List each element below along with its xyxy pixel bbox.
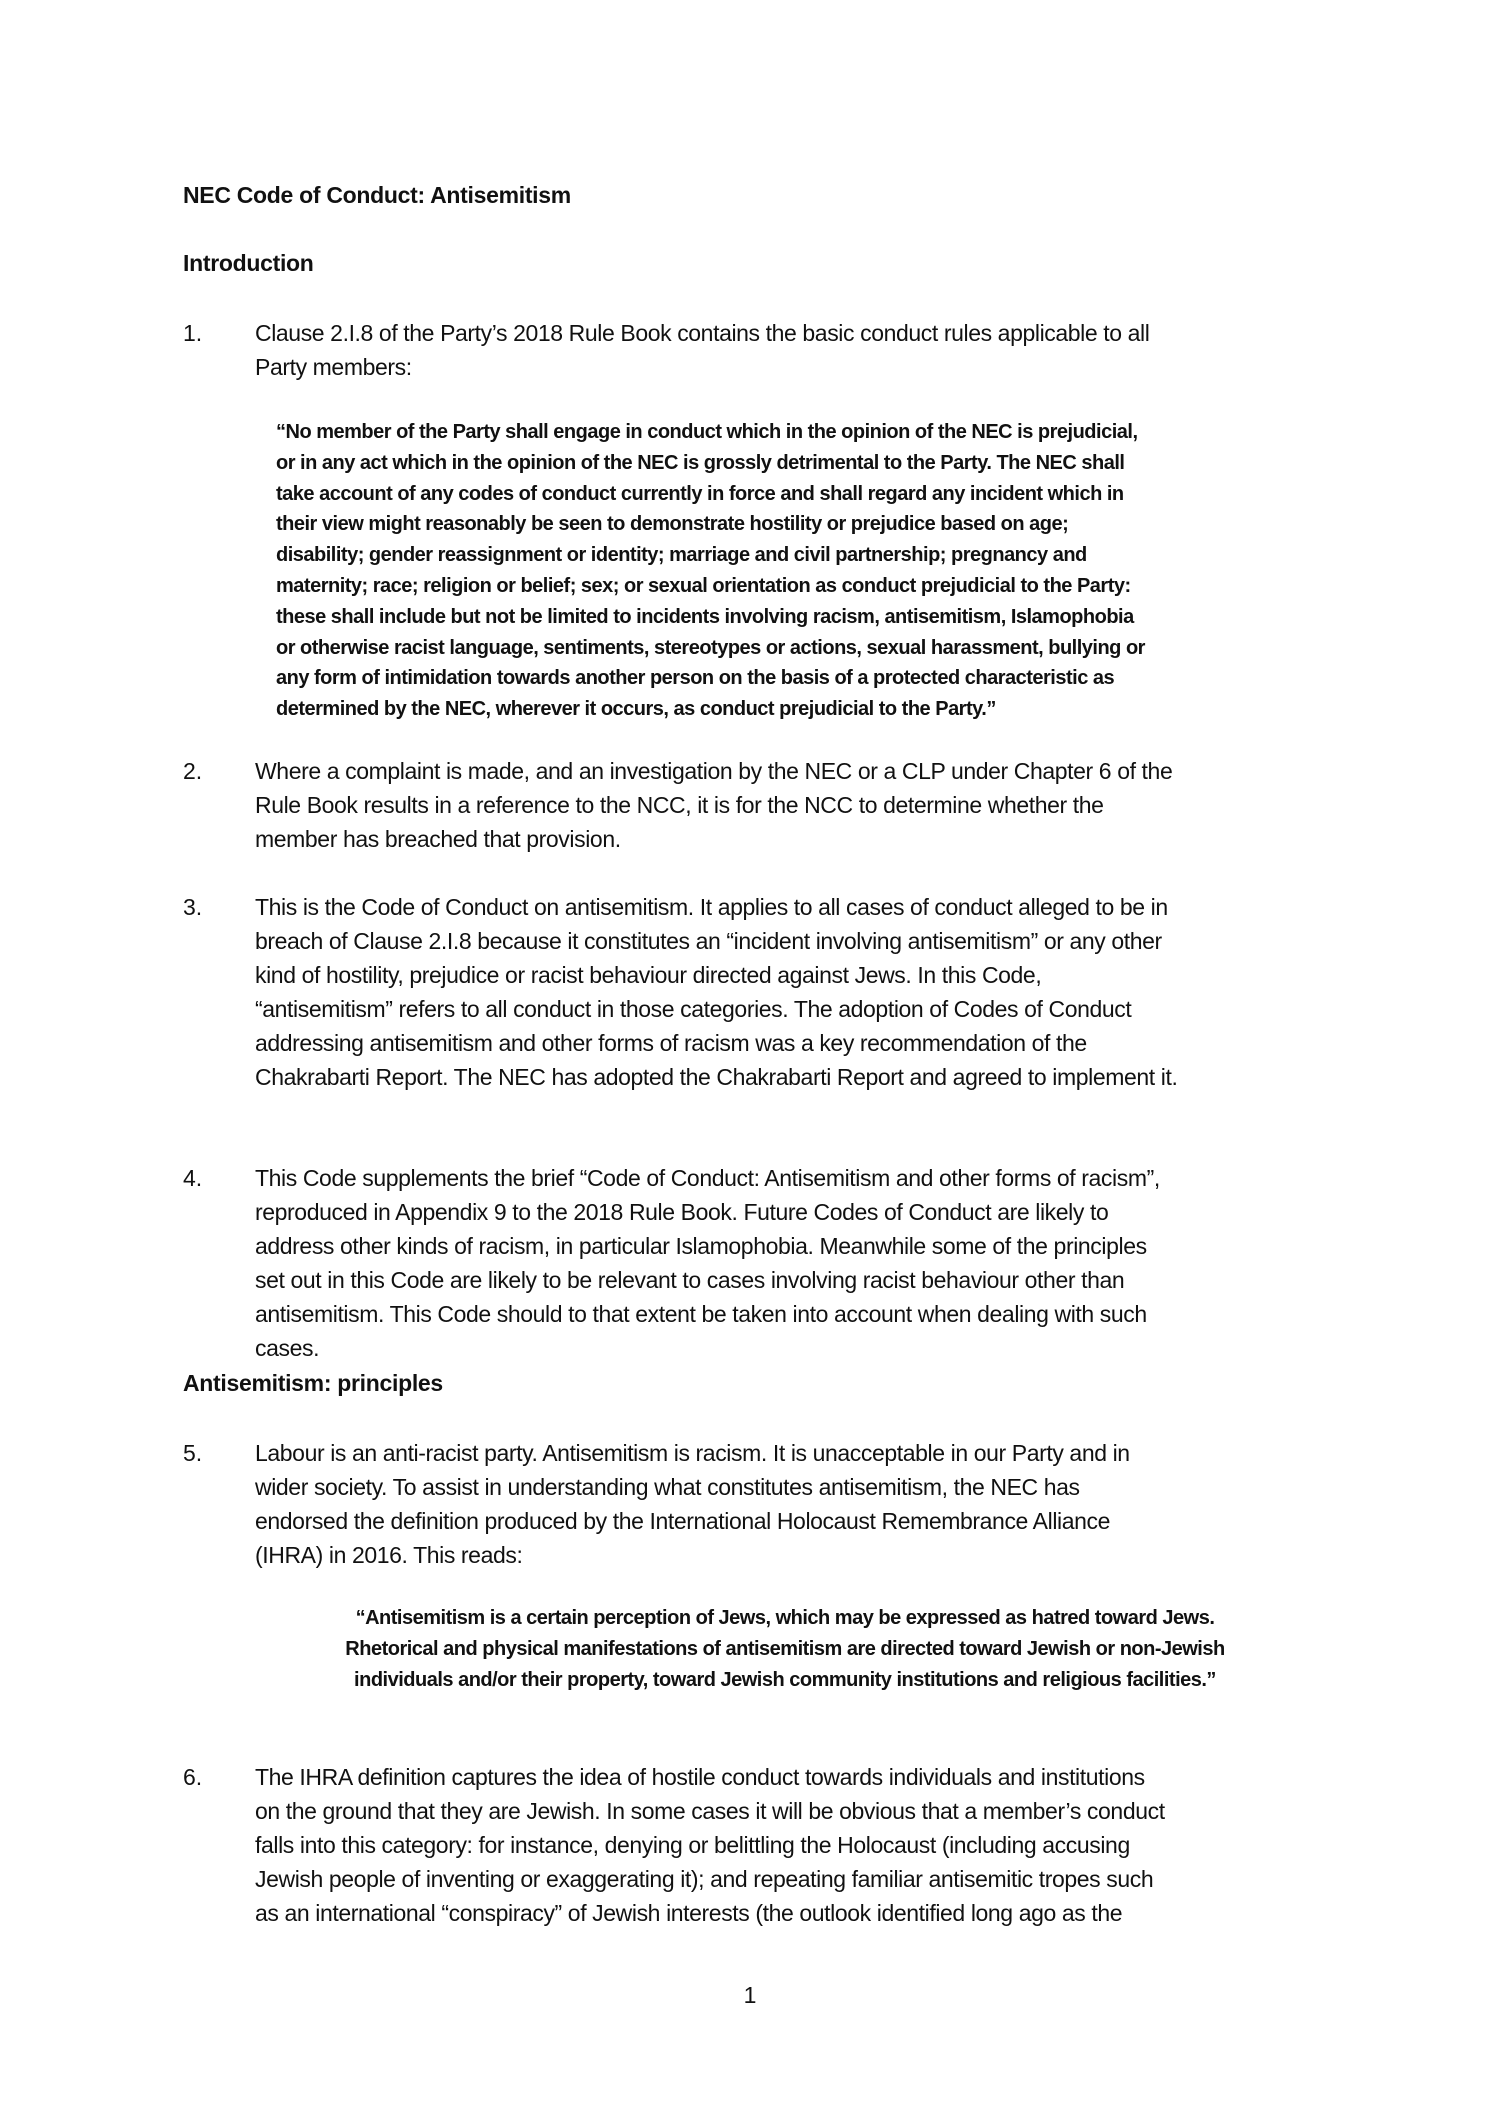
paragraph-line: set out in this Code are likely to be relevant to cases involving racist behaviour other than (255, 1267, 1125, 1293)
paragraph-line: reproduced in Appendix 9 to the 2018 Rule Book. Future Codes of Conduct are likely to (255, 1199, 1109, 1225)
paragraph-number: 4. (183, 1165, 203, 1191)
quote-line: “No member of the Party shall engage in conduct which in the opinion of the NEC is prejudicial, (276, 421, 1138, 443)
quote-line: Rhetorical and physical manifestations of antisemitism are directed toward Jewish or non-Jewish (345, 1637, 1225, 1660)
quote-line: any form of intimidation towards another person on the basis of a protected characteristic as (276, 667, 1115, 690)
quote-line: determined by the NEC, wherever it occurs, as conduct prejudicial to the Party.” (276, 698, 996, 721)
paragraph-1 (183, 316, 1333, 384)
paragraph-number: 2. (183, 758, 203, 784)
quote-line: disability; gender reassignment or identity; marriage and civil partnership; pregnancy and (276, 544, 1087, 567)
quote-line: “Antisemitism is a certain perception of Jews, which may be expressed as hatred toward Jews. (355, 1607, 1215, 1629)
quote-line: their view might reasonably be seen to demonstrate hostility or prejudice based on age; (276, 513, 1069, 536)
paragraph-line: as an international “conspiracy” of Jewish interests (the outlook identified long ago as the (255, 1900, 1123, 1926)
quote-line: these shall include but not be limited to incidents involving racism, antisemitism, Islamophobia (276, 605, 1134, 628)
paragraph-line: (IHRA) in 2016. This reads: (255, 1542, 523, 1568)
quote-line: or otherwise racist language, sentiments, stereotypes or actions, sexual harassment, bullying or (276, 636, 1145, 659)
paragraph-line: cases. (255, 1335, 320, 1361)
paragraph-4 (183, 1161, 1333, 1365)
paragraph-number: 6. (183, 1764, 203, 1790)
paragraph-line: address other kinds of racism, in particular Islamophobia. Meanwhile some of the principles (255, 1233, 1147, 1259)
paragraph-line: Where a complaint is made, and an investigation by the NEC or a CLP under Chapter 6 of the (255, 758, 1173, 784)
ihra-definition-quote (270, 1603, 1300, 1695)
paragraph-line: This Code supplements the brief “Code of Conduct: Antisemitism and other forms of racism”, (255, 1165, 1160, 1191)
paragraph-2 (183, 754, 1333, 856)
section-heading-principles: Antisemitism: principles (183, 1370, 443, 1396)
paragraph-number: 5. (183, 1440, 203, 1466)
paragraph-line: “antisemitism” refers to all conduct in those categories. The adoption of Codes of Conduct (255, 996, 1132, 1022)
paragraph-line: This is the Code of Conduct on antisemitism. It applies to all cases of conduct alleged to be in (255, 894, 1168, 920)
paragraph-line: Party members: (255, 354, 412, 380)
quote-line: take account of any codes of conduct currently in force and shall regard any incident which in (276, 482, 1124, 505)
paragraph-line: on the ground that they are Jewish. In some cases it will be obvious that a member’s conduct (255, 1798, 1165, 1824)
paragraph-number: 1. (183, 320, 203, 346)
paragraph-6 (183, 1760, 1333, 1930)
paragraph-line: The IHRA definition captures the idea of hostile conduct towards individuals and institutions (255, 1764, 1145, 1790)
page-number: 1 (743, 1982, 757, 2008)
section-heading-introduction: Introduction (183, 250, 314, 276)
paragraph-line: member has breached that provision. (255, 826, 621, 852)
paragraph-line: kind of hostility, prejudice or racist behaviour directed against Jews. In this Code, (255, 962, 1042, 988)
paragraph-line: endorsed the definition produced by the International Holocaust Remembrance Alliance (255, 1508, 1111, 1534)
paragraph-5 (183, 1436, 1333, 1572)
quote-line: individuals and/or their property, toward Jewish community institutions and religious facilities.” (354, 1668, 1216, 1691)
paragraph-number: 3. (183, 894, 203, 920)
paragraph-line: addressing antisemitism and other forms of racism was a key recommendation of the (255, 1030, 1087, 1056)
paragraph-line: antisemitism. This Code should to that extent be taken into account when dealing with such (255, 1301, 1147, 1327)
paragraph-line: breach of Clause 2.I.8 because it constitutes an “incident involving antisemitism” or any other (255, 928, 1162, 954)
paragraph-3 (183, 890, 1333, 1094)
paragraph-line: Chakrabarti Report. The NEC has adopted the Chakrabarti Report and agreed to implement it. (255, 1064, 1178, 1090)
paragraph-line: falls into this category: for instance, denying or belittling the Holocaust (including accusing (255, 1832, 1130, 1858)
rule-book-quote (276, 417, 1145, 725)
paragraph-line: Labour is an anti-racist party. Antisemitism is racism. It is unacceptable in our Party and in (255, 1440, 1130, 1466)
quote-line: or in any act which in the opinion of the NEC is grossly detrimental to the Party. The NEC shall (276, 451, 1125, 474)
paragraph-line: Clause 2.I.8 of the Party’s 2018 Rule Book contains the basic conduct rules applicable to all (255, 320, 1150, 346)
paragraph-line: Jewish people of inventing or exaggerating it); and repeating familiar antisemitic tropes such (255, 1866, 1154, 1892)
paragraph-line: wider society. To assist in understanding what constitutes antisemitism, the NEC has (255, 1474, 1080, 1500)
quote-line: maternity; race; religion or belief; sex; or sexual orientation as conduct prejudicial to the Party: (276, 574, 1131, 597)
document-title: NEC Code of Conduct: Antisemitism (183, 182, 571, 208)
paragraph-line: Rule Book results in a reference to the NCC, it is for the NCC to determine whether the (255, 792, 1104, 818)
